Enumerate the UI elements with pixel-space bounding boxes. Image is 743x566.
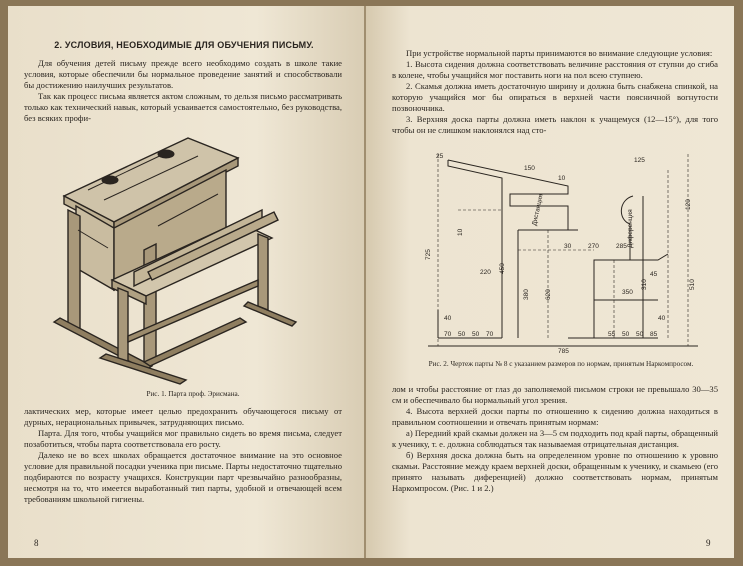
dim-label: 285 [616, 243, 627, 250]
right-body-text [392, 384, 718, 494]
figure-1-caption: Рис. 1. Парта проф. Эрисмана. [146, 390, 240, 398]
left-body-text [24, 406, 342, 505]
paragraph: б) Верхняя доска должна быть на определенном уровне по отношению к уровню скамьи. Расстояние между краем верхней доски, обращенным к ученику, и скамьею (его принято называть диференцией) должно соответствовать нормам, принятым Наркомпросом. (Рис. 1 и 2.) [392, 450, 718, 493]
dim-label: 125 [634, 157, 645, 164]
dim-label: 30 [564, 243, 572, 250]
paragraph: лом и чтобы расстояние от глаз до заполняемой письмом строки не превышало 30—35 см и обеспечивало бы нормальный угол зрения. [392, 384, 718, 405]
left-page [8, 6, 364, 558]
paragraph: При устройстве нормальной парты принимаются во внимание следующие условия: [406, 48, 713, 58]
paragraph: 1. Высота сидения должна соответствовать величине расстояния от ступни до сгиба в колене, чтобы учащийся мог поставить ноги на пол всею ступнею. [392, 59, 718, 80]
desk-illustration [48, 130, 298, 385]
dim-label: 10 [457, 228, 464, 236]
dim-label: 55 [608, 331, 616, 338]
right-page [366, 6, 734, 558]
paragraph: лактических мер, которые имеет целью предохранить обучающегося письму от дурных, нерациональных привычек, затрудняющих письмо. [24, 406, 342, 427]
dim-label: 725 [425, 249, 432, 260]
dim-label: 350 [622, 289, 633, 296]
dim-label: 45 [650, 271, 658, 278]
dim-label: 785 [558, 348, 569, 354]
dim-label: 310 [641, 279, 648, 290]
dim-label: 40 [658, 315, 666, 322]
left-intro-text [24, 58, 342, 124]
label-distance: Дистанция [531, 193, 545, 227]
dim-label: 50 [472, 331, 480, 338]
paragraph: а) Передний край скамьи должен на 3—5 см подходить под край парты, обращенный к ученику, т. е. должна соблюдаться так называемая отрицательная дистанция. [392, 428, 718, 449]
dim-label: 220 [480, 269, 491, 276]
figure-2-caption: Рис. 2. Чертеж парты № 8 с указанием размеров по нормам, принятым Наркомпросом. [428, 360, 694, 368]
dim-label: 50 [636, 331, 644, 338]
dim-label: 120 [685, 199, 692, 210]
paragraph: Для обучения детей письму прежде всего необходимо создать в школе такие условия, которые обеспечили бы нормальное проведение занятий и способствовали бы достижению наилучших результатов. [24, 58, 342, 90]
paragraph: 2. Скамья должна иметь достаточную ширину и должна быть снабжена спинкой, на которую учащийся мог бы опираться в верхней части поясничной вогнутости позвоночника. [392, 81, 718, 113]
dim-label: 85 [650, 331, 658, 338]
dim-label: 510 [689, 279, 696, 290]
dim-label: 50 [622, 331, 630, 338]
paragraph: Так как процесс письма является актом сложным, то дельзя письмо рассматривать только как технический навык, который усваивается самостоятельно, без руководства, без всяких профи- [24, 91, 342, 123]
desk-technical-drawing [418, 150, 718, 354]
dim-label: 620 [545, 289, 552, 300]
dim-label: 25 [436, 153, 444, 160]
dim-label: 50 [458, 331, 466, 338]
right-top-text [392, 48, 718, 136]
dim-label: 380 [523, 289, 530, 300]
dim-label: 270 [588, 243, 599, 250]
page-number: 8 [34, 538, 39, 548]
dim-label: 70 [444, 331, 452, 338]
paragraph: Парта. Для того, чтобы учащийся мог правильно сидеть во время письма, следует позаботиться, чтобы парта соответствовала его росту. [24, 428, 342, 449]
dim-label: 70 [486, 331, 494, 338]
paragraph: Далеко не во всех школах обращается достаточное внимание на это основное условие для правильной посадки ученика при письме. Парты недостаточно тщательно подбираются по возрасту учащихся. Конструкции парт чрезвычайно разнообразны, несмотря на то, что имеется выработанный тип парты, удобной и отвечающей всем требованиям школьной гигиены. [24, 450, 342, 504]
page-number: 9 [706, 538, 711, 548]
dim-label: 150 [524, 165, 535, 172]
section-heading: 2. УСЛОВИЯ, НЕОБХОДИМЫЕ ДЛЯ ОБУЧЕНИЯ ПИСЬМУ. [54, 40, 314, 50]
dim-label: 40 [444, 315, 452, 322]
label-difference: Диференция [627, 209, 634, 248]
dim-label: 450 [499, 263, 506, 274]
dim-label: 10 [558, 175, 566, 182]
paragraph: 4. Высота верхней доски парты по отношению к сидению должна находиться в правильном соотношении и отвечать принятым нормам: [392, 406, 718, 427]
paragraph: 3. Верхняя доска парты должна иметь наклон к учащемуся (12—15°), для того чтобы он не слишком наклонялся над сто- [392, 114, 718, 135]
